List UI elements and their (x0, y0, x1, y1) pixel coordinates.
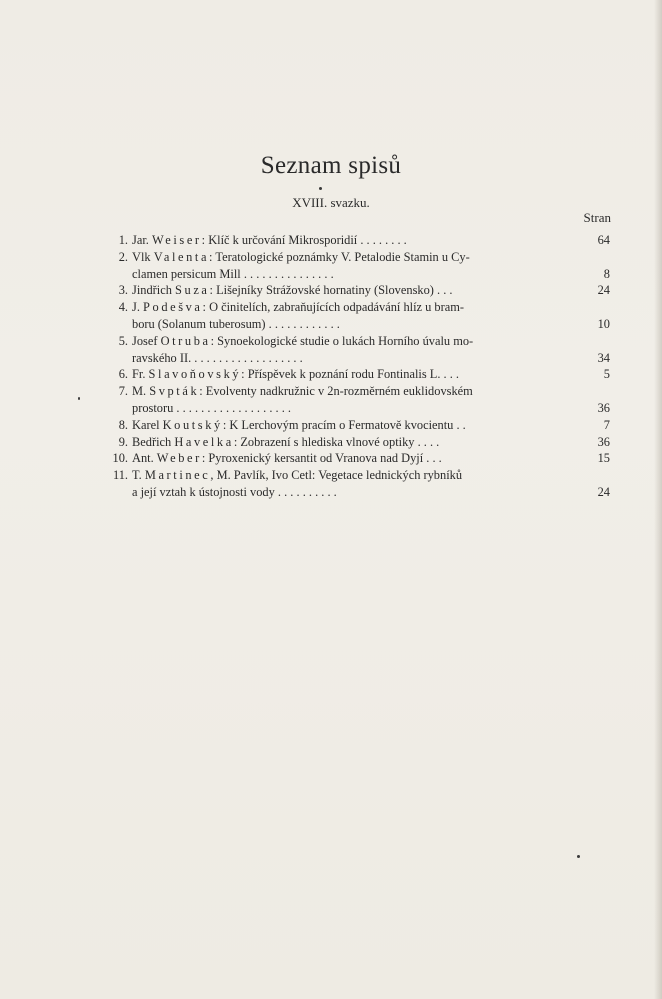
entry-text (132, 266, 334, 283)
toc-entry-line (112, 249, 610, 266)
author-surname: Weiser (151, 233, 202, 247)
toc-entry-line (112, 299, 610, 316)
toc-entry (112, 232, 610, 249)
author-first-name: Bedřich (132, 434, 175, 449)
author-first-name: Fr. (132, 367, 149, 382)
entry-title: : Synoekologické studie o lukách Horního úvalu mo- (210, 333, 474, 348)
toc-entry (112, 249, 610, 283)
toc-entry (112, 450, 610, 467)
author-surname: Svpták (149, 384, 200, 399)
toc-entry-line (112, 417, 610, 434)
entry-number: 7. (118, 384, 128, 399)
entry-page-count: 15 (597, 451, 610, 466)
table-of-contents (112, 232, 610, 501)
toc-entry (112, 434, 610, 451)
toc-entry-line (112, 282, 610, 299)
entry-number: 6. (118, 367, 128, 382)
pages-column-header: Stran (583, 210, 611, 225)
author-surname: Podešva (143, 300, 203, 315)
entry-title: boru (Solanum tuberosum) . . . . . . . . . . . . (132, 316, 340, 331)
entry-text (132, 417, 466, 434)
toc-entry-line (112, 333, 610, 350)
entry-title: : Příspěvek k poznání rodu Fontinalis L. . . . (241, 367, 460, 382)
toc-entry-line (112, 232, 610, 249)
entry-number: 10. (112, 451, 128, 466)
entry-number: 1. (118, 233, 128, 247)
entry-title: : K Lerchovým pracím o Fermatově kvocientu . . (222, 417, 466, 432)
page-edge-shadow (654, 0, 662, 999)
entry-text (132, 400, 291, 417)
author-first-name: J. (132, 300, 144, 315)
toc-entry (112, 282, 610, 299)
entry-title: clamen persicum Mill . . . . . . . . . . . . . . . (132, 266, 334, 281)
entry-number: 9. (118, 434, 128, 449)
ink-speck (78, 397, 80, 400)
author-first-name: Karel (132, 417, 163, 432)
entry-number: 4. (118, 300, 128, 315)
entry-page-count: 8 (603, 266, 610, 281)
entry-text (132, 350, 303, 367)
author-surname: Havelka (174, 434, 234, 449)
toc-entry-line (112, 266, 610, 283)
ink-speck (319, 187, 322, 190)
entry-page-count: 34 (597, 350, 610, 365)
entry-text (132, 249, 470, 266)
entry-text (132, 316, 340, 333)
entry-text (132, 467, 462, 484)
author-surname: Koutský (162, 417, 223, 432)
entry-page-count: 5 (603, 367, 610, 382)
author-surname: Slavoňovský (148, 367, 242, 382)
toc-entry-line (112, 450, 610, 467)
entry-text (132, 299, 464, 316)
entry-title: : O činitelích, zabraňujících odpadávání hlíz u bram- (202, 300, 465, 315)
toc-entry (112, 383, 610, 417)
entry-title: : Lišejníky Strážovské hornatiny (Slovensko) . . . (209, 283, 453, 298)
entry-title: : Zobrazení s hlediska vlnové optiky . . . . (233, 434, 440, 449)
entry-text (132, 383, 473, 400)
toc-entry (112, 366, 610, 383)
entry-text (132, 484, 337, 501)
entry-text (132, 333, 473, 350)
entry-title: : Klíč k určování Mikrosporidií . . . . . . . . (201, 233, 407, 247)
entry-page-count: 10 (597, 316, 610, 331)
toc-entry-line (112, 366, 610, 383)
entry-title: ravského II. . . . . . . . . . . . . . . . . . . (132, 350, 303, 365)
entry-number: 11. (112, 468, 128, 483)
toc-entry (112, 299, 610, 333)
page-title: Seznam spisů (260, 152, 402, 179)
toc-entry-line (112, 316, 610, 333)
toc-entry-line (112, 434, 610, 451)
author-first-name: M. (132, 384, 150, 399)
entry-title: : Evolventy nadkružnic v 2n-rozměrném euklidovském (199, 384, 473, 399)
toc-entry (112, 333, 610, 367)
author-first-name: T. (132, 468, 145, 483)
entry-title: a její vztah k ústojnosti vody . . . . . . . . . . (132, 484, 337, 499)
author-first-name: Jar. (132, 233, 152, 247)
author-surname: Martinec (144, 468, 211, 483)
entry-text (132, 450, 442, 467)
entry-text (132, 366, 459, 383)
entry-number: 2. (118, 249, 128, 264)
entry-page-count: 36 (597, 400, 610, 415)
author-first-name: Jindřich (132, 283, 176, 298)
toc-entry-line (112, 467, 610, 484)
volume-subtitle: XVIII. svazku. (292, 195, 370, 210)
toc-entry-line (112, 484, 610, 501)
entry-number: 3. (118, 283, 128, 298)
entry-page-count: 7 (603, 417, 610, 432)
author-first-name: Ant. (132, 451, 157, 466)
entry-title: , M. Pavlík, Ivo Cetl: Vegetace lednických rybníků (210, 468, 463, 483)
entry-number: 8. (118, 417, 128, 432)
entry-title: prostoru . . . . . . . . . . . . . . . . . . . (132, 400, 292, 415)
entry-text (132, 282, 453, 299)
author-surname: Suza (175, 283, 210, 298)
author-first-name: Josef (132, 333, 161, 348)
entry-title: : Teratologické poznámky V. Petalodie Stamin u Cy- (209, 249, 470, 264)
toc-entry (112, 467, 610, 501)
entry-page-count: 24 (597, 283, 610, 298)
author-surname: Valenta (153, 249, 210, 264)
entry-number: 5. (118, 333, 128, 348)
entry-title: : Pyroxenický kersantit od Vranova nad Dyjí . . . (201, 451, 442, 466)
author-first-name: Vlk (132, 249, 154, 264)
entry-page-count: 36 (597, 434, 610, 449)
toc-entry-line (112, 383, 610, 400)
entry-page-count: 64 (597, 233, 610, 247)
author-surname: Weber (156, 451, 202, 466)
author-surname: Otruba (160, 333, 211, 348)
toc-entry-line (112, 350, 610, 367)
entry-text (132, 434, 439, 451)
entry-page-count: 24 (597, 484, 610, 499)
toc-entry-line (112, 400, 610, 417)
ink-speck (577, 855, 580, 858)
entry-text (132, 232, 407, 249)
toc-entry (112, 417, 610, 434)
